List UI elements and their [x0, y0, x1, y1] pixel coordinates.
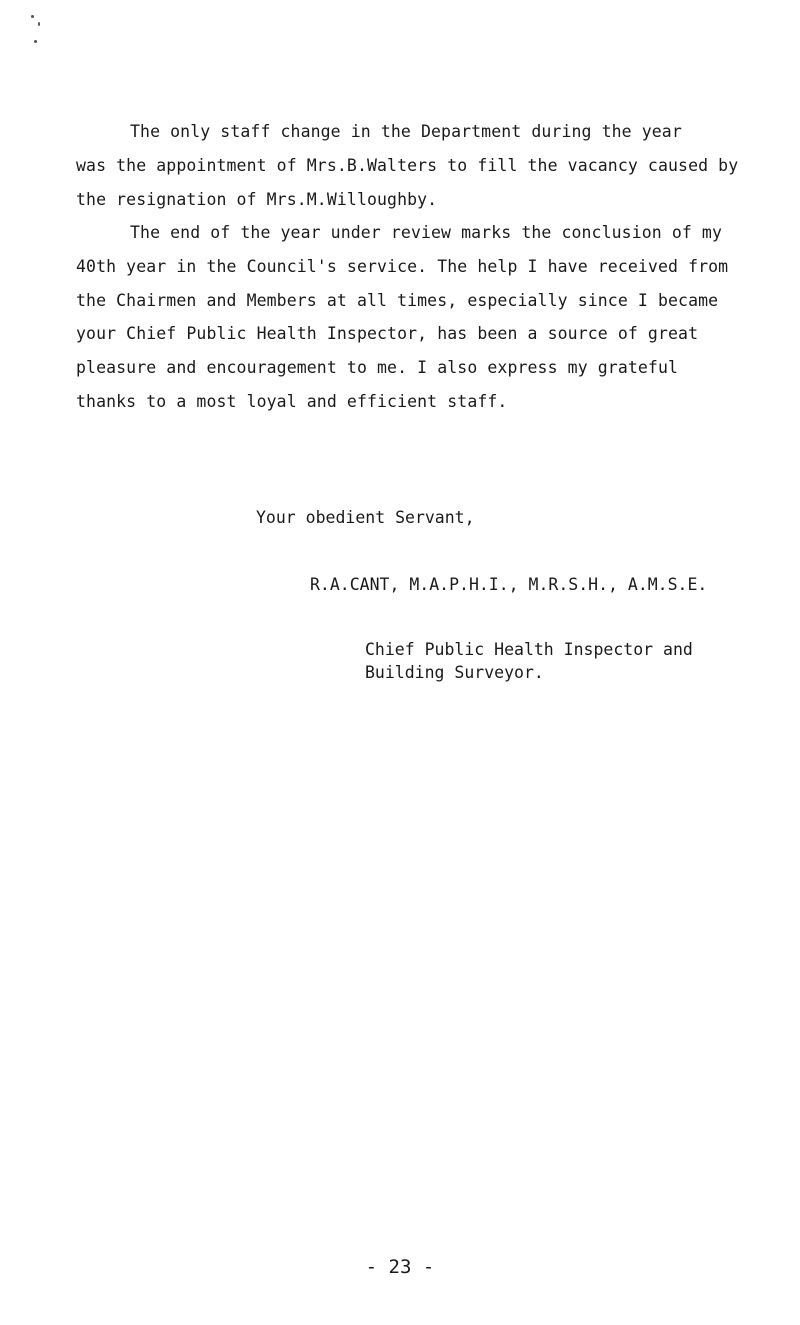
- paragraph-1-line-2: was the appointment of Mrs.B.Walters to fill the vacancy caused by: [76, 156, 739, 175]
- paragraph-2-line-5: pleasure and encouragement to me. I also express my grateful: [76, 358, 679, 377]
- paragraph-2-line-1: The end of the year under review marks the conclusion of my: [130, 223, 722, 242]
- paragraph-1-line-1: The only staff change in the Department during the year: [130, 122, 682, 141]
- closing-salutation: Your obedient Servant,: [256, 508, 475, 527]
- signatory-title-line-2: Building Surveyor.: [365, 663, 544, 682]
- paragraph-1-line-3: the resignation of Mrs.M.Willoughby.: [76, 190, 438, 209]
- signatory-title-line-1: Chief Public Health Inspector and: [365, 640, 693, 659]
- scan-speck: [31, 15, 34, 18]
- signatory-name: R.A.CANT, M.A.P.H.I., M.R.S.H., A.M.S.E.: [310, 575, 708, 594]
- page-number: - 23 -: [365, 1256, 435, 1278]
- paragraph-2-line-4: your Chief Public Health Inspector, has been a source of great: [76, 324, 699, 343]
- paragraph-2-line-2: 40th year in the Council's service. The help I have received from: [76, 257, 729, 276]
- paragraph-2-line-3: the Chairmen and Members at all times, especially since I became: [76, 291, 719, 310]
- scan-speck: [34, 40, 37, 43]
- scan-speck: [38, 22, 40, 26]
- paragraph-2-line-6: thanks to a most loyal and efficient staff.: [76, 392, 508, 411]
